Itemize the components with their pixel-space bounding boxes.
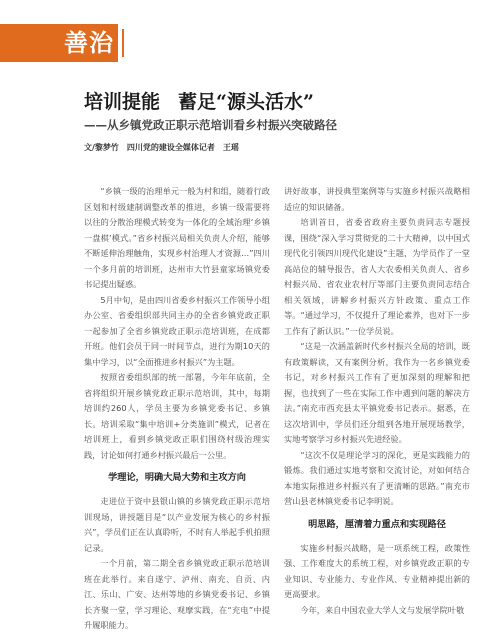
paragraph: 走进位于资中县银山镇的乡镇党政正职示范培训现场，讲授题目是“以产业发展为核心的乡村振兴”，学员们正在认真聆听，不时有人举起手机拍照记录。 bbox=[84, 496, 270, 553]
byline-author: 黎梦竹 bbox=[94, 143, 119, 152]
paragraph: 培训首日，省委省政府主要负责同志专题授课，围绕“深入学习贯彻党的二十大精神，以中国式现代化引领四川现代化建设”主题，为学员作了一堂高站位的辅导报告，省人大农委相关负责人、省乡村振兴局、省农业农村厅等部门主要负责同志结合相关领域，讲解乡村振兴方针政策、重点工作等。“通过学习，不仅提升了理论素养，也对下一步工作有了新认识。”一位学员说。 bbox=[284, 217, 470, 336]
paragraph: 讲好故事，讲授典型案例等与实施乡村振兴战略相适应的知识储备。 bbox=[284, 186, 470, 212]
section-tab-label: 善治 bbox=[0, 24, 118, 62]
byline-org: 四川党的建设全媒体记者 bbox=[126, 143, 215, 152]
article-subtitle: ——从乡镇党政正职示范培训看乡村振兴突破路径 bbox=[84, 118, 337, 132]
section-heading: 明思路，厘清着力重点和实现路径 bbox=[308, 518, 446, 530]
article-title-part2: 蓄足“源头活水” bbox=[178, 91, 314, 113]
paragraph: 5月中旬，是由四川省委乡村振兴工作领导小组办公室、省委组织部共同主办的全省乡镇党政正职一起参加了全省乡镇党政正职示范培训班，在成都开班。他们会员于同一时间节点，进行为期10天的集中学习，以“全面推进乡村振兴”为主题。 bbox=[84, 294, 270, 367]
paragraph: 按照省委组织部的统一部署，今年年底前，全省将组织开展乡镇党政正职示范培训，其中，每期培训约260人，学员主要为乡镇党委书记、乡镇长。培训采取“集中培训+分类施训”模式，记者在培训班上，看到乡镇党政正职们围绕村级治理实践，讨论如何打通乡村振兴最后一公里。 bbox=[84, 372, 270, 460]
section-heading: 学理论，明确大局大势和主攻方向 bbox=[108, 472, 246, 483]
article-title bbox=[84, 87, 314, 114]
paragraph: “这次不仅是理论学习的深化，更是实践能力的锻炼。我们通过实地考察和交流讨论，对如何结合本地实际推进乡村振兴有了更清晰的思路。”南充市营山县老林镇党委书记李明说。 bbox=[284, 449, 470, 506]
article-column-left bbox=[84, 184, 270, 634]
section-tab bbox=[0, 24, 124, 62]
paragraph: 今年，来自中国农业大学人文与发展学院叶敬 bbox=[300, 604, 465, 615]
section-tab-divider bbox=[122, 29, 124, 57]
paragraph: “这是一次涵盖新时代乡村振兴全局的培训，既有政策解读，又有案例分析，我作为一名乡镇党委书记，对乡村振兴工作有了更加深刻的理解和把握，也找到了一些在实际工作中遇到问题的解决方法。”南充市西充县太平镇党委书记表示。据悉，在这次培训中，学员们还分组到各地开展现场教学，实地考察学习乡村振兴先进经验。 bbox=[284, 341, 470, 444]
article-byline bbox=[84, 142, 239, 153]
paragraph: “乡镇一级的治理单元一般为村和组，随着行政区划和村级建制调整改革的推进，乡镇一级需要将以往的分散治理模式转变为一体化的全域治理‘乡镇一盘棋’模式。”省乡村振兴局相关负责人介绍，能够不断延伸治理触角，实现乡村治理人才资源…”四川一个多月前的培训班，达州市大竹县童家场镇党委书记提出疑惑。 bbox=[84, 186, 270, 289]
article-column-right bbox=[284, 184, 470, 618]
byline-prefix: 文/ bbox=[84, 143, 95, 152]
article-title-part1: 培训提能 bbox=[84, 91, 161, 113]
byline-author2: 王瑶 bbox=[222, 143, 239, 152]
paragraph: 实施乡村振兴战略，是一项系统工程，政策性强、工作难度大的系统工程，对乡镇党政正职的专业知识、专业能力、专业作风、专业精神提出新的更高要求。 bbox=[284, 542, 470, 599]
paragraph: 一个月前，第二期全省乡镇党政正职示范培训班在此举行。来自遂宁、泸州、南充、自贡、内江、乐山、广安、达州等地的乡镇党委书记、乡镇长齐聚一堂，学习理论、观摩实践，在“充电”中提升履职能力。 bbox=[84, 558, 270, 630]
